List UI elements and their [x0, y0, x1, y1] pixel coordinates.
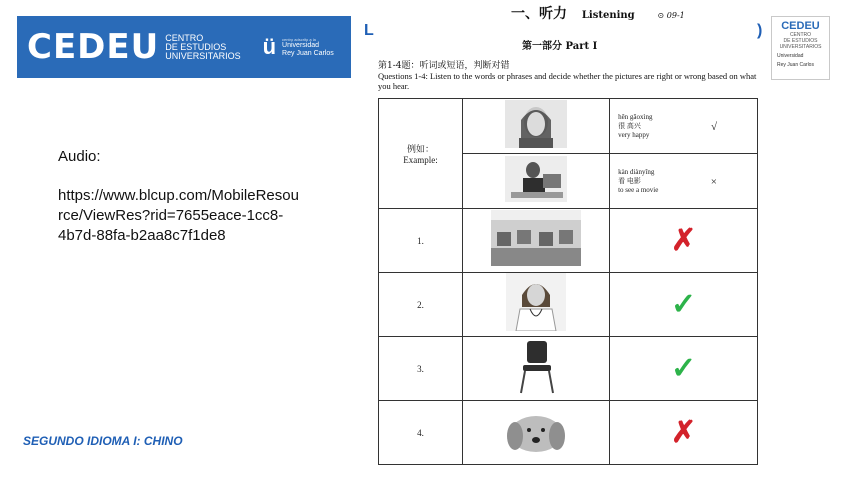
- man-at-desk-photo: [505, 156, 567, 202]
- banner-subtitle-line: DE ESTUDIOS: [165, 41, 227, 52]
- picture-cell: [463, 401, 610, 465]
- table-row: [379, 337, 758, 401]
- pinyin: hěn gāoxìng: [618, 112, 653, 121]
- logo-brand: CEDEU: [781, 20, 820, 32]
- answer-cell: [610, 99, 758, 154]
- scan-title: [511, 3, 685, 23]
- hanzi: 很 高兴: [618, 121, 641, 130]
- disc-icon: ⊙: [657, 11, 667, 20]
- table-row: [379, 209, 758, 273]
- picture-cell: [463, 337, 610, 401]
- picture-cell: [463, 273, 610, 337]
- title-cut-right: ): [757, 22, 763, 39]
- example-en: Example:: [403, 155, 438, 165]
- audio-link[interactable]: https://www.blcup.com/MobileResource/ViewRes?rid=7655eace-1cc8-4b7d-88fa-b2aa8c7f1de8: [58, 187, 299, 244]
- answer-cell: [610, 154, 758, 209]
- row-number: 3.: [379, 337, 463, 401]
- part-heading: 第一部分 Part I: [522, 41, 598, 52]
- logo-urjc-line: Rey Juan Carlos: [777, 62, 814, 68]
- urjc-tiny: centro adscrito a la: [282, 36, 316, 42]
- cedeu-logo: [771, 16, 830, 80]
- table-row: [379, 273, 758, 337]
- doctor-photo: [506, 273, 566, 331]
- title-en: Listening: [581, 10, 635, 21]
- audio-track-code: [658, 11, 685, 20]
- example-check-mark: √: [710, 121, 717, 133]
- instructions-cn: 第1-4题：听词或短语，判断对错: [378, 61, 510, 71]
- office-photo: [491, 210, 581, 266]
- banner-brand: CEDEU: [27, 27, 160, 67]
- urjc-text: [282, 37, 334, 58]
- instructions-en: Questions 1-4: Listen to the words or phrases and decide whether the pictures are right or wrong based on what you hear.: [378, 71, 757, 91]
- urjc-line: Universidad: [282, 41, 320, 49]
- hanzi: 看 电影: [618, 176, 641, 185]
- chair-photo: [511, 337, 561, 395]
- example-cross-mark: ×: [710, 176, 717, 188]
- english-gloss: very happy: [618, 130, 650, 139]
- answer-cell: [610, 401, 758, 465]
- dog-photo: [499, 404, 573, 456]
- wrong-cross-icon: ✗: [670, 224, 697, 257]
- pinyin: kàn diànyǐng: [618, 167, 655, 176]
- row-number: 2.: [379, 273, 463, 337]
- picture-cell: [463, 209, 610, 273]
- track-code: 09-1: [666, 11, 685, 20]
- urjc-logo-icon: ü: [262, 34, 277, 59]
- answer-cell: [610, 273, 758, 337]
- example-cn: 例如：: [407, 144, 435, 154]
- exercise-table: [378, 98, 758, 465]
- answer-cell: [610, 337, 758, 401]
- logo-line: UNIVERSITARIOS: [779, 44, 822, 50]
- subject-footer: SEGUNDO IDIOMA I: CHINO: [23, 434, 183, 448]
- picture-cell: [463, 99, 610, 154]
- banner-subtitle-line: CENTRO: [165, 32, 204, 43]
- banner-subtitle: [165, 34, 240, 61]
- logo-line: CENTRO: [789, 32, 812, 38]
- example-label-cell: [379, 99, 463, 209]
- audio-label: Audio:: [58, 148, 101, 165]
- english-gloss: to see a movie: [618, 185, 659, 194]
- smiling-woman-photo: [505, 100, 567, 148]
- title-cut-left: L: [364, 22, 374, 39]
- row-number: 4.: [379, 401, 463, 465]
- cedeu-banner: [17, 16, 351, 78]
- banner-subtitle-line: UNIVERSITARIOS: [165, 50, 241, 61]
- title-cn: 一、听力: [511, 6, 567, 22]
- table-row: [379, 401, 758, 465]
- answer-cell: [610, 209, 758, 273]
- wrong-cross-icon: ✗: [670, 416, 697, 449]
- urjc-line: Rey Juan Carlos: [282, 49, 334, 57]
- picture-cell: [463, 154, 610, 209]
- logo-urjc-line: Universidad: [777, 53, 804, 59]
- row-number: 1.: [379, 209, 463, 273]
- table-row: [379, 99, 758, 154]
- logo-line: DE ESTUDIOS: [783, 38, 818, 44]
- correct-check-icon: ✓: [670, 288, 697, 321]
- correct-check-icon: ✓: [670, 352, 697, 385]
